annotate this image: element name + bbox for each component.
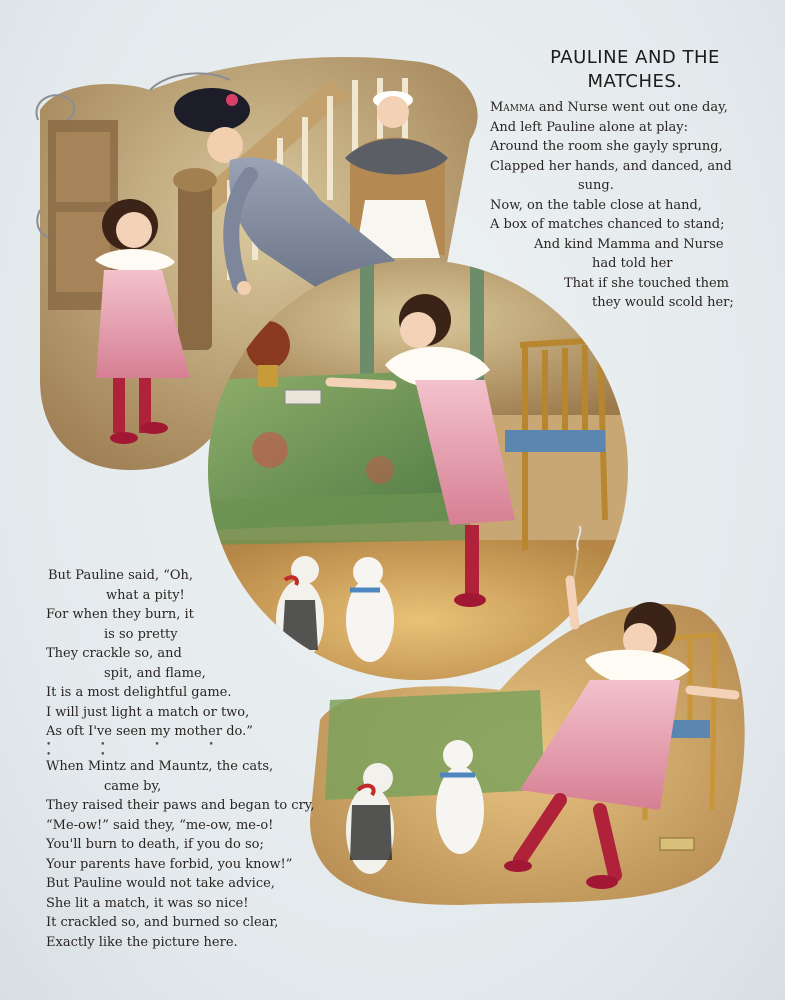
verse-line: It is a most delightful game.: [46, 685, 232, 700]
verse-line: Your parents have forbid, you know!”: [46, 856, 293, 872]
verse-bottom: [46, 566, 326, 742]
verse-line: Exactly like the picture here.: [46, 934, 238, 950]
verse-line: had told her: [592, 256, 673, 271]
verse-line: When Mintz and Mauntz, the cats,: [46, 759, 274, 774]
verse-line: But Pauline would not take advice,: [46, 876, 275, 891]
verse-lead-word: Mamma: [490, 100, 535, 115]
verse-line: is so pretty: [104, 626, 178, 642]
verse-line: It crackled so, and burned so clear,: [46, 915, 279, 930]
verse-line: They crackle so, and: [46, 646, 182, 661]
verse-line: They raised their paws and began to cry,: [46, 798, 315, 813]
verse-top: [490, 98, 780, 313]
page-title: [500, 46, 770, 94]
title-line: PAULINE AND THE: [550, 47, 720, 68]
verse-line: what a pity!: [106, 587, 185, 603]
verse-line: Now, on the table close at hand,: [490, 197, 702, 213]
verse-line: She lit a match, it was so nice!: [46, 895, 249, 911]
verse-line: “Me-ow!” said they, “me-ow, me-o!: [46, 817, 274, 833]
verse-line: You'll burn to death, if you do so;: [46, 837, 264, 852]
verse-line: spit, and flame,: [104, 665, 206, 681]
verse-line: Around the room she gayly sprung,: [490, 139, 723, 154]
title-line: MATCHES.: [587, 71, 683, 92]
verse-line: That if she touched them: [564, 275, 729, 291]
verse-line: As oft I've seen my mother do.”: [46, 724, 253, 739]
stanza-separator: • • • • • •: [46, 740, 237, 760]
verse-line: And left Pauline alone at play:: [490, 119, 689, 135]
verse-line: For when they burn, it: [46, 607, 194, 622]
verse-line: And kind Mamma and Nurse: [534, 236, 724, 252]
verse-line: sung.: [578, 178, 614, 193]
verse-line: they would scold her;: [592, 295, 734, 310]
verse-bottom-continued: [46, 757, 336, 952]
verse-line: I will just light a match or two,: [46, 704, 250, 720]
verse-line: Mamma and Nurse went out one day,: [490, 100, 728, 115]
verse-line: Clapped her hands, and danced, and: [490, 158, 732, 174]
verse-line: came by,: [104, 778, 162, 794]
verse-line: But Pauline said, “Oh,: [48, 568, 194, 583]
verse-line: A box of matches chanced to stand;: [490, 217, 725, 232]
